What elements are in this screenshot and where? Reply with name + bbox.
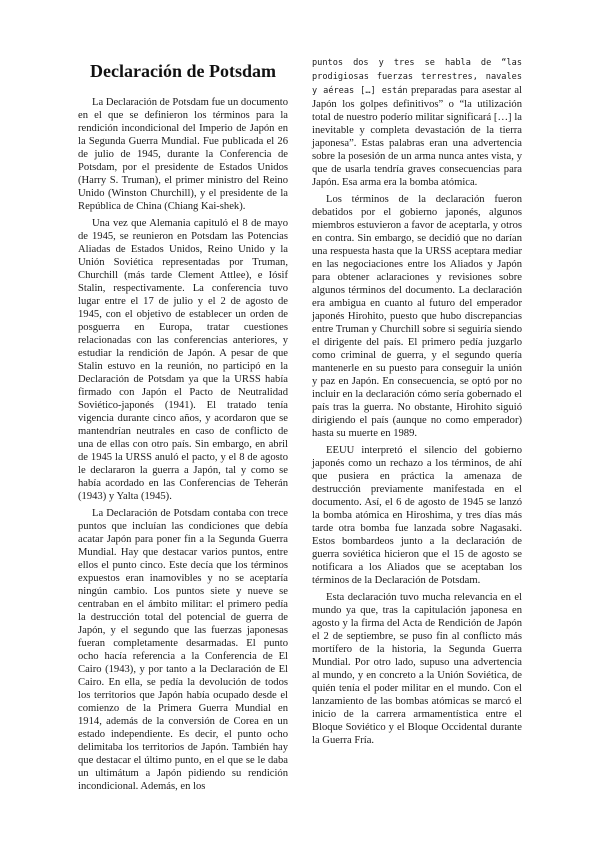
paragraph-continued	[312, 56, 522, 189]
quote-text: puntos dos y tres se habla de “las prodigiosas fuerzas terrestres, navales y aéreas […] están	[312, 58, 522, 96]
paragraph: La Declaración de Potsdam contaba con trece puntos que incluían las condiciones que debía acatar Japón para poner fin a la Segunda Guerra Mundial. Hay que destacar varios puntos, entre ellos el punto cinco. Este decía que los términos expuestos eran inamovibles y no se aceptaría ningún cambio. Los puntos siete y nueve se centraban en el ámbito militar: el primero pedía la destrucción total del potencial de guerra de Japón, y el segundo que las fuerzas japonesas fueran completamente desarmadas. El punto ocho hacía referencia a la Conferencia de El Cairo (1943), y por tanto a la Declaración de El Cairo. En ella, se pedía la devolución de todos los territorios que Japón había ocupado desde el comienzo de la Primera Guerra Mundial en 1914, además de la conversión de Corea en un estado independiente. Es decir, el punto ocho delimitaba los territorios de Japón. También hay que destacar el último punto, en el que se le daba un ultimátum a Japón pidiendo su rendición incondicional. Además, en los	[78, 508, 288, 792]
paragraph: Los términos de la declaración fueron debatidos por el gobierno japonés, algunos miembros estuvieron a favor de aceptarla, y otros en contra. Sin embargo, se decidió que no darían una respuesta hasta que la URSS aceptara mediar en las negociaciones entre los Aliados y Japón para obtener aclaraciones y revisiones sobre algunos términos del documento. La declaración era ambigua en cuanto al futuro del emperador japonés Hirohito, puesto que hubo discrepancias entre Truman y Churchill sobre si seguiría siendo el dirigente del país. El primero pedía juzgarlo como criminal de guerra, y el segundo quería mantenerle en su puesto para conseguir la unión y paz en Japón. En consecuencia, se optó por no incluir en la declaración cómo sería gobernado el país tras la guerra. No obstante, Hirohito siguió dirigiendo el país (aunque no como emperador) hasta su muerte en 1989.	[312, 194, 522, 439]
left-column	[78, 60, 288, 797]
right-column	[312, 56, 522, 751]
paragraph: EEUU interpretó el silencio del gobierno japonés como un rechazo a los términos, de ahí que pusiera en práctica la amenaza de destrucción previamente manifestada en el documento. Así, el 6 de agosto de 1945 se lanzó la bomba atómica en Hiroshima, y tres días más tarde otra bomba fue lanzada sobre Nagasaki. Estos bombardeos junto a la declaración de guerra soviética hicieron que el 15 de agosto se notificara a los Aliados que se aceptaban los términos de la Declaración de Potsdam.	[312, 445, 522, 586]
paragraph: Esta declaración tuvo mucha relevancia en el mundo ya que, tras la capitulación japonesa en agosto y la firma del Acta de Rendición de Japón el 2 de septiembre, se puso fin al conflicto más mortífero de la historia, la Segunda Guerra Mundial. Por otro lado, supuso una advertencia al mundo, y en concreto a la Unión Soviética, de quién tenía el poder militar en el mundo. Con el lanzamiento de las bombas atómicas se marcó el inicio de la carrera armamentística entre el Bloque Soviético y el Bloque Occidental durante la Guerra Fría.	[312, 592, 522, 746]
paragraph-text: preparadas para asestar al Japón los golpes definitivos” o “la utilización total de nuestro poderío militar significará […] la inevitable y completa devastación de la tierra japonesa”. Estas palabras eran una advertencia sobre la posesión de un arma nunca antes vista, y que de usarla tendría graves consecuencias para Japón. Esa arma era la bomba atómica.	[312, 85, 522, 188]
paragraph: La Declaración de Potsdam fue un documento en el que se definieron los términos para la rendición incondicional del Imperio de Japón en la Segunda Guerra Mundial. Fue publicada el 26 de julio de 1945, durante la Conferencia de Potsdam, por el presidente de Estados Unidos (Harry S. Truman), el primer ministro del Reino Unido (Winston Churchill), y el presidente de la República de China (Chiang Kai-shek).	[78, 97, 288, 212]
paragraph: Una vez que Alemania capituló el 8 de mayo de 1945, se reunieron en Potsdam las Potencias Aliadas de Estados Unidos, Reino Unido y la Unión Soviética representadas por Truman, Churchill (más tarde Clement Attlee), e Iósif Stalin, respectivamente. La conferencia tuvo lugar entre el 17 de julio y el 2 de agosto de 1945, con el objetivo de establecer un orden de posguerra en Europa, tratar cuestiones relacionadas con las conferencias anteriores, y estudiar la rendición de Japón. A pesar de que Stalin estuvo en la reunión, no participó en la Declaración de Potsdam ya que la URSS había firmado con Japón el Pacto de Neutralidad Soviético-japonés (1941). El tratado tenía vigencia durante cinco años, y acordaron que se mantendrían neutrales en caso de conflicto de una de ellas con otro país. Sin embargo, en abril de 1945 la URSS anuló el pacto, y el 8 de agosto le declararon la guerra a Japón, tal y como se había acordado en las Conferencias de Teherán (1943) y Yalta (1945).	[78, 218, 288, 502]
page-title: Declaración de Potsdam	[90, 61, 276, 81]
